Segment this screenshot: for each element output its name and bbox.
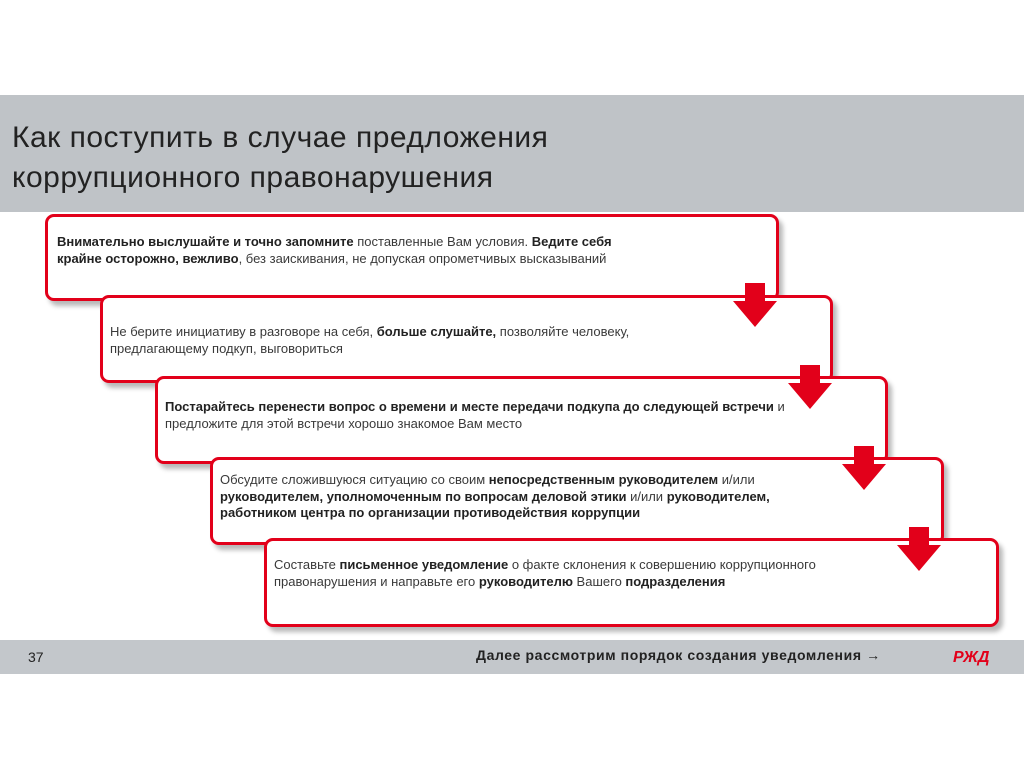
step-4-seg-5: руководителем, работником центра по организации противодействия коррупции xyxy=(220,488,770,520)
arrow-down-icon xyxy=(788,365,832,409)
step-1-seg-1: поставленные Вам условия. xyxy=(353,234,532,249)
step-text-3 xyxy=(165,399,785,432)
step-4-seg-0: Обсудите сложившуюся ситуацию со своим xyxy=(220,472,489,487)
step-1-seg-2: Ведите себя крайне осторожно, вежливо xyxy=(57,234,612,266)
step-2-seg-1: больше слушайте, xyxy=(376,324,497,339)
arrow-down-icon xyxy=(733,283,777,327)
step-5-seg-1: письменное уведомление xyxy=(339,557,509,572)
step-1-seg-3: , без заискивания, не допуская опрометчивых высказываний xyxy=(238,250,607,266)
step-4-seg-2: и/или xyxy=(718,472,755,487)
step-3-seg-0: Постарайтесь перенести вопрос о времени и месте передачи подкупа до следующей встречи xyxy=(165,399,774,414)
step-3-seg-1: и предложите для этой встречи хорошо знакомое Вам место xyxy=(165,399,785,431)
page-number: 37 xyxy=(28,649,44,665)
step-2-seg-2: позволяйте человеку, предлагающему подкуп, выговориться xyxy=(110,324,630,356)
step-4-seg-4: и/или xyxy=(626,488,667,504)
step-box-5 xyxy=(264,538,999,627)
step-5-seg-3: руководителю xyxy=(478,573,573,589)
footer-next-link[interactable]: Далее рассмотрим порядок создания уведомления → xyxy=(476,647,881,663)
step-box-2 xyxy=(100,295,833,383)
step-box-3 xyxy=(155,376,888,464)
step-box-1 xyxy=(45,214,779,301)
step-text-5 xyxy=(274,557,874,590)
step-4-seg-1: непосредственным руководителем xyxy=(488,472,719,487)
svg-text:РЖД: РЖД xyxy=(953,649,990,666)
step-2-seg-0: Не берите инициативу в разговоре на себя, xyxy=(110,324,377,339)
step-box-4 xyxy=(210,457,944,545)
rzd-logo-icon xyxy=(951,645,991,667)
step-5-seg-5: подразделения xyxy=(625,573,726,589)
step-5-seg-4: Вашего xyxy=(572,573,626,589)
step-5-seg-0: Составьте xyxy=(274,557,340,572)
arrow-down-icon xyxy=(897,527,941,571)
step-text-2 xyxy=(110,324,710,357)
step-5-seg-2: о факте склонения к совершению коррупционного правонарушения и направьте его xyxy=(274,557,816,589)
slide-title: Как поступить в случае предложения коррупционного правонарушения xyxy=(12,121,549,194)
arrow-down-icon xyxy=(842,446,886,490)
step-text-4 xyxy=(220,472,840,522)
step-text-1 xyxy=(57,234,657,267)
step-4-seg-3: руководителем, уполномоченным по вопросам деловой этики xyxy=(220,488,627,504)
step-1-seg-0: Внимательно выслушайте и точно запомните xyxy=(57,234,354,249)
